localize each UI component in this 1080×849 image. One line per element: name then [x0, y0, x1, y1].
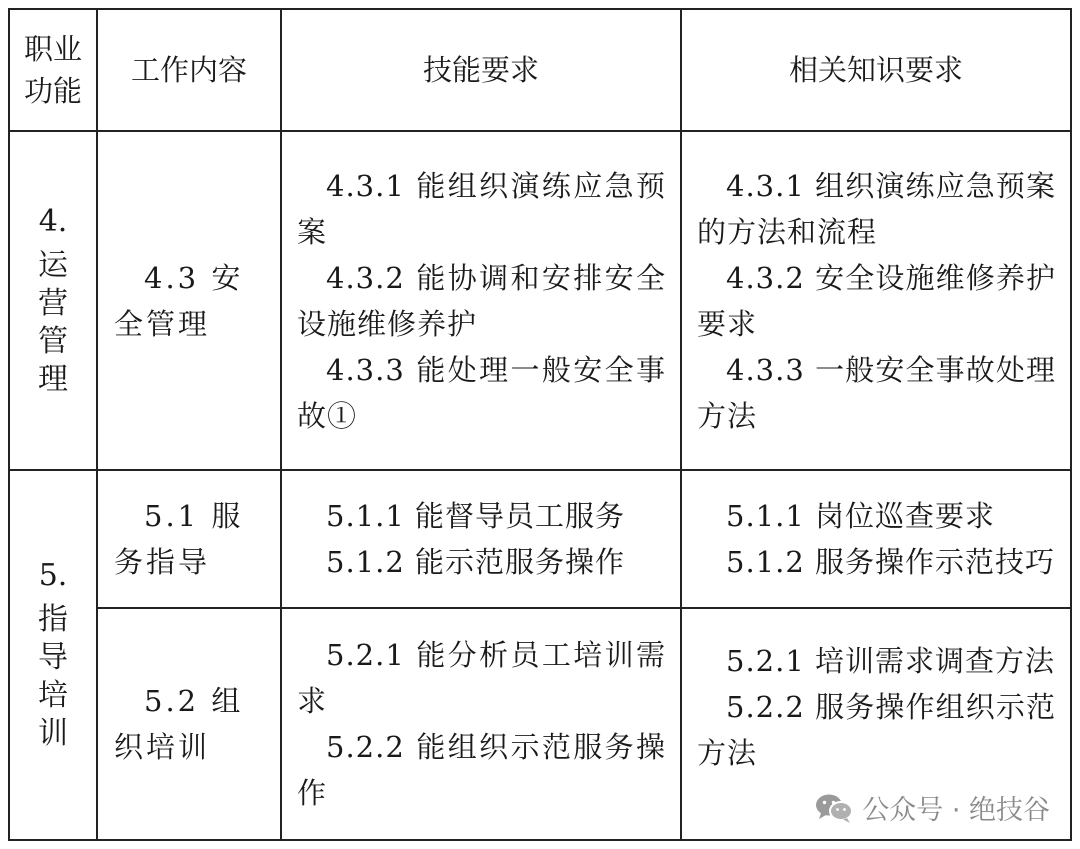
watermark — [814, 788, 1050, 827]
function-cell — [9, 131, 97, 470]
header-function — [9, 9, 97, 131]
watermark-text: 公众号 · 绝技谷 — [862, 795, 1050, 826]
skill-item: 4.3.1 能组织演练应急预案 — [297, 168, 666, 249]
header-function-line: 职业 — [23, 32, 82, 66]
knowledge-item: 5.1.2 服务操作示范技巧 — [726, 545, 1056, 579]
header-row — [9, 9, 1071, 131]
function-line: 指 — [38, 602, 68, 637]
work-content-cell — [97, 608, 281, 840]
knowledge-item: 4.3.2 安全设施维修养护要求 — [697, 260, 1056, 341]
knowledge-item: 4.3.1 组织演练应急预案的方法和流程 — [697, 168, 1056, 249]
function-line: 运 — [38, 247, 68, 283]
skill-item: 5.2.1 能分析员工培训需求 — [297, 638, 666, 718]
work-content: 5.1 服务指导 — [114, 499, 244, 579]
function-line: 理 — [38, 361, 68, 397]
function-line: 管 — [38, 323, 68, 359]
work-content-cell — [97, 470, 281, 608]
knowledge-cell — [681, 131, 1071, 470]
knowledge-item: 5.1.1 岗位巡查要求 — [726, 499, 996, 533]
function-line: 训 — [38, 716, 68, 751]
function-line: 5. — [38, 558, 68, 593]
work-content: 5.2 组织培训 — [114, 684, 244, 764]
header-knowledge: 相关知识要求 — [681, 9, 1071, 131]
function-line: 营 — [38, 285, 68, 321]
table-row — [9, 131, 1071, 470]
skill-cell — [281, 608, 681, 840]
header-work: 工作内容 — [97, 9, 281, 131]
skill-item: 4.3.3 能处理一般安全事故① — [297, 352, 666, 433]
knowledge-item: 5.2.2 服务操作组织示范方法 — [697, 690, 1056, 770]
skill-cell — [281, 131, 681, 470]
work-content: 4.3 安全管理 — [114, 260, 244, 341]
function-cell — [9, 470, 97, 840]
function-line: 培 — [38, 678, 68, 713]
knowledge-cell — [681, 470, 1071, 608]
skill-item: 5.1.2 能示范服务操作 — [326, 545, 626, 579]
skill-cell — [281, 470, 681, 608]
table-row — [9, 470, 1071, 608]
skill-item: 4.3.2 能协调和安排安全设施维修养护 — [297, 260, 666, 341]
header-function-line: 功能 — [23, 74, 82, 108]
knowledge-item: 4.3.3 一般安全事故处理方法 — [697, 352, 1056, 433]
function-line: 4. — [38, 203, 68, 239]
function-line: 导 — [38, 640, 68, 675]
skill-item: 5.1.1 能督导员工服务 — [326, 499, 626, 533]
wechat-icon — [814, 792, 854, 824]
knowledge-item: 5.2.1 培训需求调查方法 — [726, 644, 1056, 678]
skill-item: 5.2.2 能组织示范服务操作 — [297, 730, 666, 810]
work-content-cell — [97, 131, 281, 470]
occupational-standard-table — [8, 8, 1072, 841]
header-skill: 技能要求 — [281, 9, 681, 131]
